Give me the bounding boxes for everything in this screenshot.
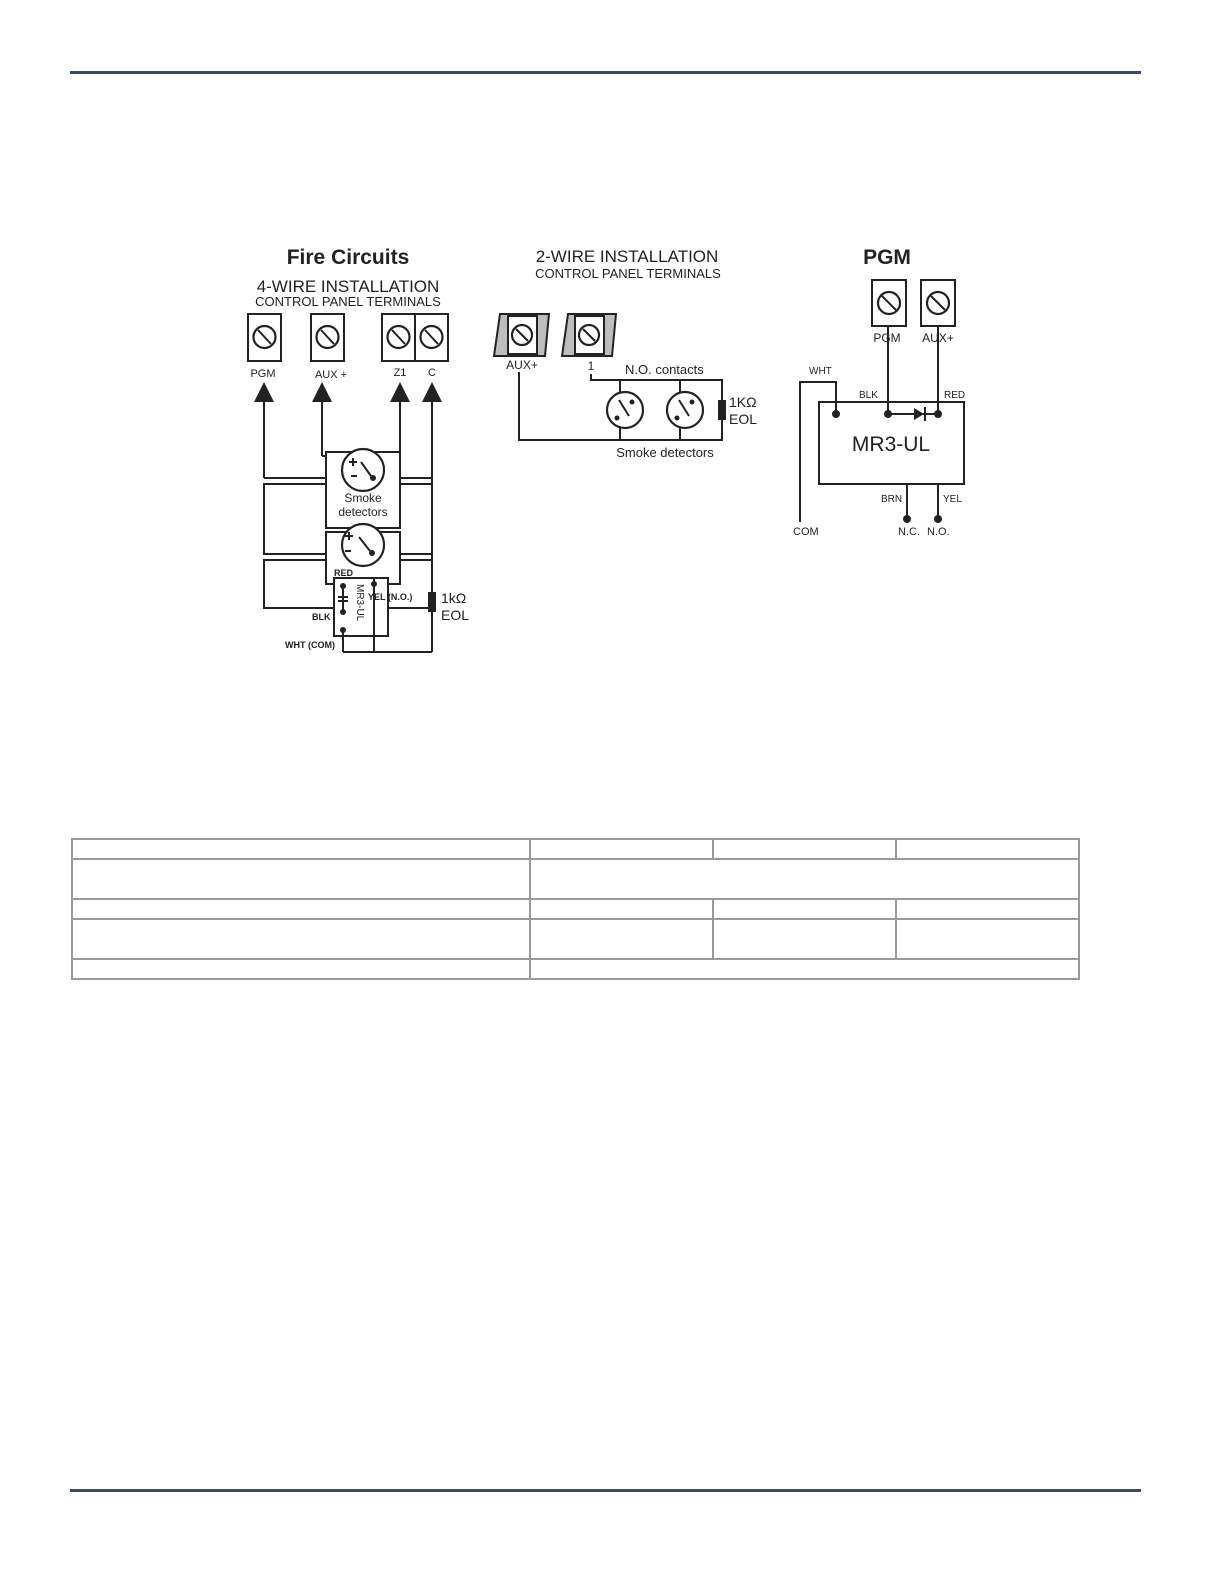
table-cell xyxy=(896,899,1079,919)
terminal-z1 xyxy=(382,314,415,379)
table-cell xyxy=(530,839,713,859)
terminal-c xyxy=(415,314,448,379)
yel-label: YEL xyxy=(943,494,962,505)
table-cell xyxy=(72,959,530,979)
smoke-detector-a xyxy=(607,392,643,428)
smoke-detector-2 xyxy=(342,524,384,566)
wire-yel-label: YEL (N.O.) xyxy=(368,592,413,602)
four-wire-caption: CONTROL PANEL TERMINALS xyxy=(255,294,441,309)
red-label: RED xyxy=(944,390,966,401)
terminal-1 xyxy=(562,314,616,373)
footer-rule xyxy=(70,1489,1141,1492)
relay-label: MR3-UL xyxy=(851,433,931,456)
two-wire-caption: CONTROL PANEL TERMINALS xyxy=(535,266,721,281)
terminal-aux-plus xyxy=(494,314,549,372)
table-cell xyxy=(530,899,713,919)
table-cell xyxy=(530,959,1079,979)
relay-label: MR3-UL xyxy=(354,584,365,622)
spec-table xyxy=(71,838,1080,980)
table-cell xyxy=(72,839,530,859)
blk-label: BLK xyxy=(859,390,878,401)
pgm-diagram xyxy=(793,246,965,538)
eol-resistor xyxy=(428,592,436,612)
two-wire-diagram xyxy=(494,247,757,460)
pgm-title: PGM xyxy=(863,246,911,269)
terminal-label: 1 xyxy=(587,359,595,373)
table-row xyxy=(72,959,1079,979)
table-cell xyxy=(72,859,530,899)
terminal-label: C xyxy=(428,367,436,379)
wire-wht-label: WHT (COM) xyxy=(285,640,335,650)
eol-value: 1KΩ xyxy=(729,394,757,410)
two-wire-title: 2-WIRE INSTALLATION xyxy=(535,247,719,266)
smoke-detector-1 xyxy=(342,449,384,491)
com-label: COM xyxy=(793,526,819,538)
table-cell xyxy=(713,899,896,919)
wire-blk-label: BLK xyxy=(312,612,331,622)
terminal-label: AUX + xyxy=(314,369,348,381)
table-row xyxy=(72,899,1079,919)
table-row xyxy=(72,839,1079,859)
terminal-label: Z1 xyxy=(393,367,407,379)
no-contacts-label: N.O. contacts xyxy=(625,362,704,377)
four-wire-subtitle: 4-WIRE INSTALLATION xyxy=(256,277,440,296)
table-row xyxy=(72,919,1079,959)
eol-label: EOL xyxy=(729,411,758,427)
wht-label: WHT xyxy=(809,366,832,377)
smoke-detector-b xyxy=(667,392,703,428)
terminal-label: PGM xyxy=(250,368,276,380)
eol-label: EOL xyxy=(441,607,470,623)
terminal-pgm xyxy=(248,314,281,380)
table-cell xyxy=(72,899,530,919)
terminal-label: PGM xyxy=(873,331,901,345)
nc-label: N.C. xyxy=(898,526,920,538)
eol-resistor xyxy=(718,400,726,420)
smoke-detectors-label: Smoke detectors xyxy=(616,445,714,460)
no-label: N.O. xyxy=(927,526,950,538)
wiring-diagram xyxy=(0,0,1224,700)
table-cell xyxy=(72,919,530,959)
smoke-detectors-label: detectors xyxy=(338,505,388,519)
table-cell xyxy=(896,919,1079,959)
fire-circuits-title: Fire Circuits xyxy=(286,246,410,269)
terminal-aux xyxy=(311,314,347,381)
wire-red-label: RED xyxy=(334,568,354,578)
table-row xyxy=(72,859,1079,899)
table-cell xyxy=(713,919,896,959)
four-wire-diagram xyxy=(248,246,469,652)
terminal-label: AUX+ xyxy=(922,331,954,345)
table-cell xyxy=(530,919,713,959)
eol-value: 1kΩ xyxy=(441,590,467,606)
table-cell xyxy=(530,859,1079,899)
terminal-label: AUX+ xyxy=(506,358,538,372)
table-cell xyxy=(896,839,1079,859)
smoke-detectors-label: Smoke xyxy=(344,491,382,505)
brn-label: BRN xyxy=(881,494,903,505)
table-cell xyxy=(713,839,896,859)
